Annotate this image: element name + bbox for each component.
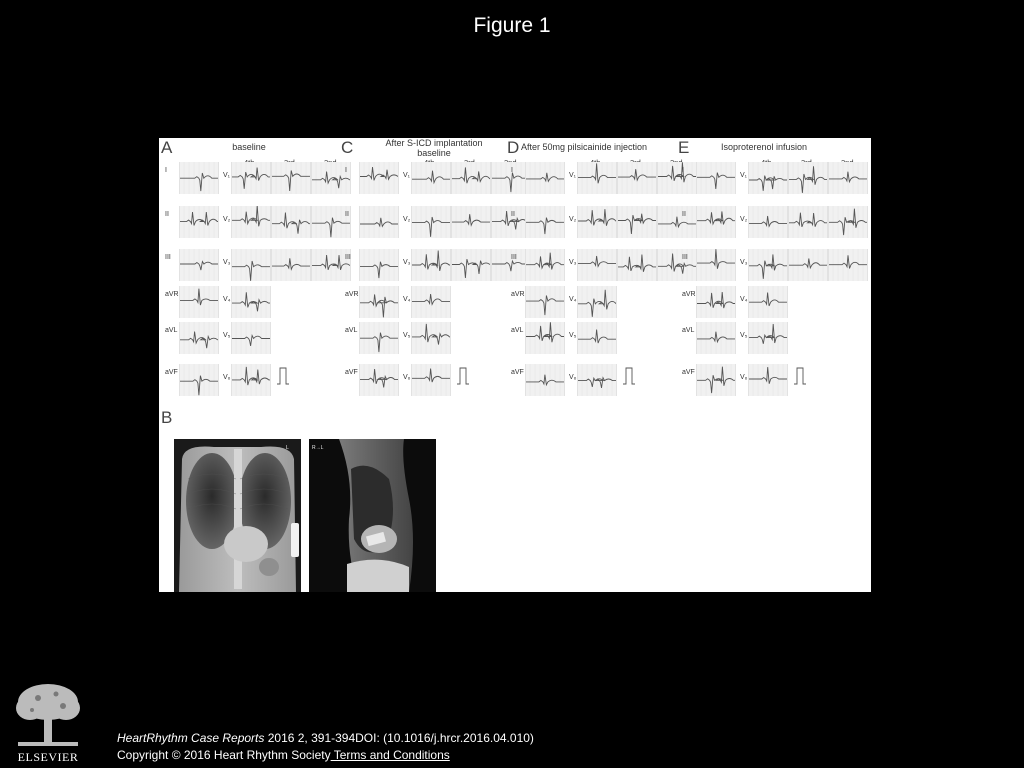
lead-label-iii: III [165,254,171,261]
calibration-pulse-icon [457,366,469,386]
ecg-strip-ii [696,206,736,238]
lead-label-ii: II [345,211,349,218]
xray-frontal [174,439,301,592]
lead-label-v3: V₃ [569,259,577,266]
ecg-strip-avf [525,364,565,396]
ecg-strip-v2 [451,206,491,238]
lead-label-avl: aVL [511,327,524,334]
lead-label-v4: V₄ [223,296,231,303]
ecg-strip-v6 [231,364,271,396]
lead-label-v6: V₆ [403,374,411,381]
copyright-text: Copyright © 2016 Heart Rhythm Society [117,748,331,762]
lead-label-v3: V₃ [740,259,748,266]
lead-label-i: I [511,167,513,174]
slide-title: Figure 1 [473,14,551,37]
lead-label-avr: aVR [345,291,359,298]
figure-image [159,138,871,592]
lead-label-avf: aVF [511,369,524,376]
ecg-strip-avl [525,322,565,354]
ecg-strip-v6 [748,364,788,396]
lead-label-v2: V₂ [403,216,411,223]
ecg-strip-v3 [828,249,868,281]
ecg-strip-i [525,162,565,194]
ecg-strip-v1 [451,162,491,194]
ecg-strip-avr [179,286,219,318]
lead-label-avr: aVR [511,291,525,298]
ecg-strip-v3 [788,249,828,281]
ecg-strip-v4 [577,286,617,318]
journal-name: HeartRhythm Case Reports [117,731,265,745]
ecg-strip-v3 [657,249,697,281]
panel-title: After S-ICD implantation baseline [385,138,483,158]
lead-label-v2: V₂ [569,216,577,223]
ecg-strip-avf [179,364,219,396]
lead-label-avf: aVF [165,369,178,376]
lead-label-i: I [165,167,167,174]
ecg-strip-v6 [577,364,617,396]
lead-label-v3: V₃ [223,259,231,266]
lead-label-v3: V₃ [403,259,411,266]
lead-label-iii: III [511,254,517,261]
panel-title: After 50mg pilsicainide injection [520,142,648,152]
ecg-strip-avr [696,286,736,318]
ecg-strip-v3 [577,249,617,281]
ecg-strip-v4 [748,286,788,318]
panel-letter-d: D [507,138,520,157]
panel-title: Isoproterenol infusion [720,142,808,152]
ecg-strip-v4 [411,286,451,318]
lead-label-avl: aVL [165,327,178,334]
ecg-strip-iii [696,249,736,281]
lead-label-v4: V₄ [740,296,748,303]
ecg-strip-v1 [411,162,451,194]
ecg-strip-avl [179,322,219,354]
ecg-strip-v1 [271,162,311,194]
lead-label-v6: V₆ [740,374,748,381]
ecg-strip-avl [696,322,736,354]
ecg-strip-v2 [231,206,271,238]
lead-label-v5: V₅ [403,332,411,339]
ecg-strip-v1 [231,162,271,194]
citation-details: 2016 2, 391-394DOI: (10.1016/j.hrcr.2016.04.010) [264,731,534,745]
ecg-strip-v1 [657,162,697,194]
ecg-strip-avf [696,364,736,396]
ecg-strip-iii [525,249,565,281]
ecg-strip-v1 [617,162,657,194]
ecg-strip-avr [359,286,399,318]
ecg-strip-avf [359,364,399,396]
lead-label-iii: III [345,254,351,261]
ecg-strip-v2 [577,206,617,238]
ecg-strip-avr [525,286,565,318]
ecg-strip-v5 [577,322,617,354]
xray-frontal-label: L [286,445,289,451]
lead-label-ii: II [682,211,686,218]
ecg-strip-v2 [657,206,697,238]
ecg-strip-iii [359,249,399,281]
lead-label-avl: aVL [682,327,695,334]
lead-label-v6: V₆ [223,374,231,381]
panel-title: baseline [232,142,266,152]
calibration-pulse-icon [794,366,806,386]
xray-lateral-label: R→L [312,445,324,451]
lead-label-v5: V₅ [569,332,577,339]
ecg-strip-v2 [788,206,828,238]
ecg-strip-v2 [411,206,451,238]
ecg-strip-v6 [411,364,451,396]
ecg-strip-v2 [748,206,788,238]
lead-label-avf: aVF [345,369,358,376]
lead-label-avr: aVR [165,291,179,298]
footer-citation [117,731,534,745]
ecg-strip-ii [359,206,399,238]
ecg-strip-v3 [748,249,788,281]
ecg-strip-avl [359,322,399,354]
ecg-strip-v1 [577,162,617,194]
lead-label-v4: V₄ [569,296,577,303]
lead-label-i: I [682,167,684,174]
footer-copyright [117,748,450,762]
ecg-strip-ii [179,206,219,238]
lead-label-i: I [345,167,347,174]
panel-letter-b: B [161,408,173,427]
ecg-strip-v3 [231,249,271,281]
ecg-strip-v5 [231,322,271,354]
ecg-strip-v5 [411,322,451,354]
lead-label-avf: aVF [682,369,695,376]
ecg-strip-iii [179,249,219,281]
ecg-strip-i [696,162,736,194]
terms-link[interactable]: Terms and Conditions [330,748,450,762]
ecg-strip-v5 [748,322,788,354]
ecg-strip-v3 [411,249,451,281]
ecg-strip-i [179,162,219,194]
ecg-strip-i [359,162,399,194]
lead-label-v1: V₁ [569,172,577,179]
ecg-strip-v1 [828,162,868,194]
lead-label-avl: aVL [345,327,358,334]
elsevier-tree-icon [8,680,88,750]
lead-label-v1: V₁ [223,172,231,179]
panel-letter-a: A [161,138,173,157]
lead-label-iii: III [682,254,688,261]
lead-label-v5: V₅ [740,332,748,339]
lead-label-v2: V₂ [740,216,748,223]
lead-label-v2: V₂ [223,216,231,223]
lead-label-v5: V₅ [223,332,231,339]
lead-label-v6: V₆ [569,374,577,381]
xray-lateral [309,439,436,592]
lead-label-ii: II [165,211,169,218]
ecg-strip-v3 [451,249,491,281]
elsevier-logo-text: ELSEVIER [17,750,79,764]
ecg-strip-v4 [231,286,271,318]
ecg-strip-v1 [788,162,828,194]
panel-letter-c: C [341,138,354,157]
panel-letter-e: E [678,138,690,157]
lead-label-v1: V₁ [403,172,411,179]
ecg-strip-ii [525,206,565,238]
ecg-strip-v1 [748,162,788,194]
lead-label-v4: V₄ [403,296,411,303]
lead-label-v1: V₁ [740,172,748,179]
calibration-pulse-icon [623,366,635,386]
ecg-strip-v2 [828,206,868,238]
ecg-strip-v3 [617,249,657,281]
elsevier-logo[interactable] [8,680,88,766]
calibration-pulse-icon [277,366,289,386]
ecg-strip-v3 [271,249,311,281]
ecg-strip-v2 [271,206,311,238]
lead-label-avr: aVR [682,291,696,298]
lead-label-ii: II [511,211,515,218]
ecg-strip-v2 [617,206,657,238]
